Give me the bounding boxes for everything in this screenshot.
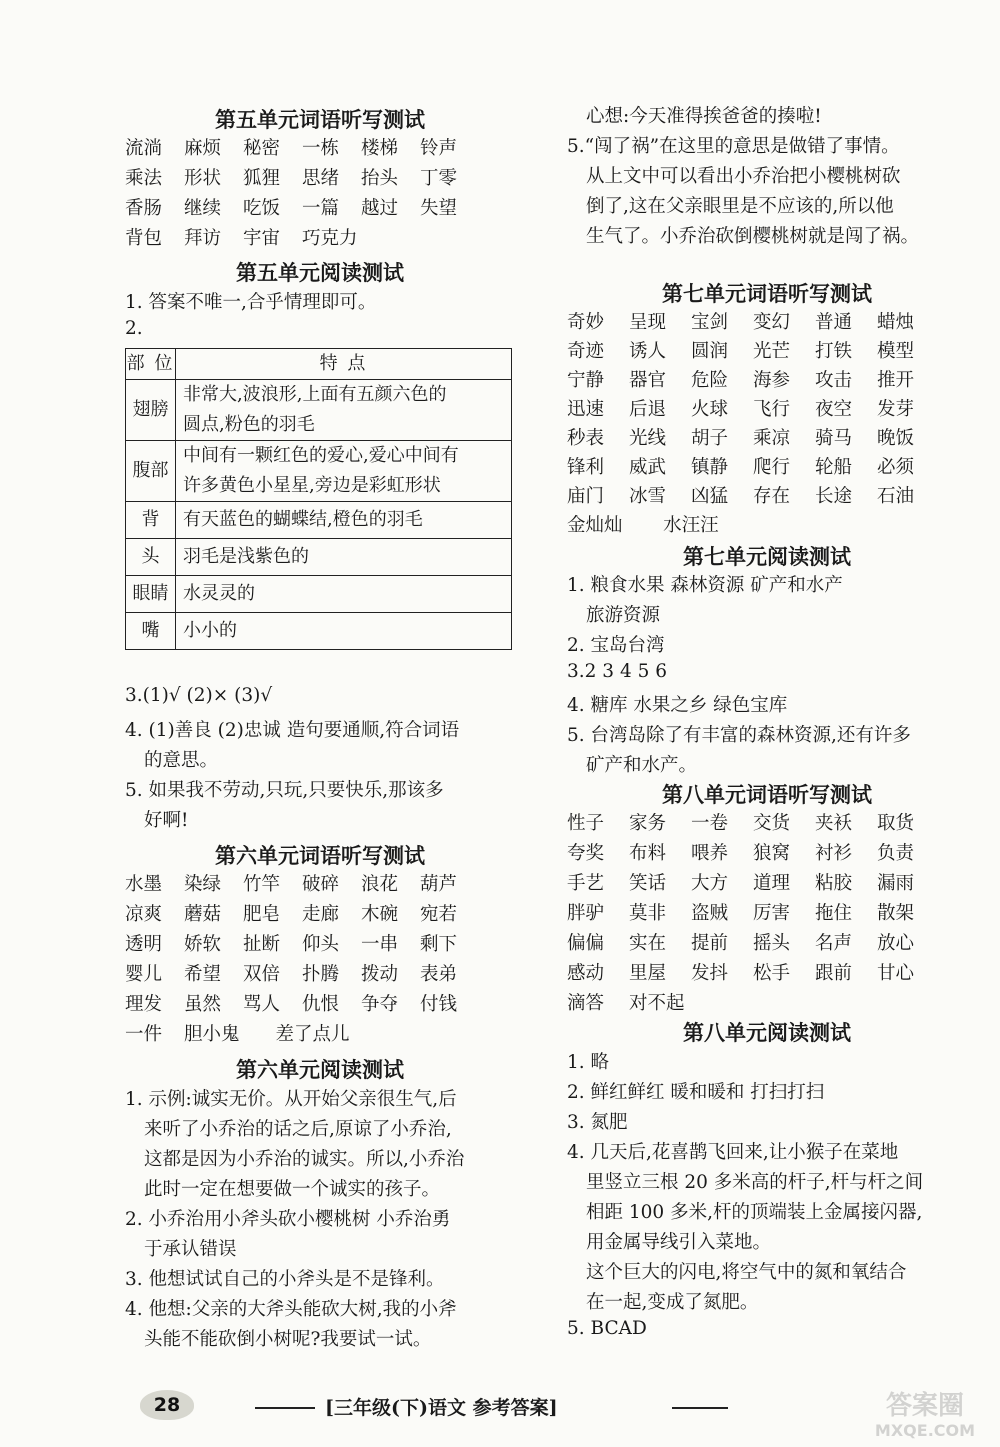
dictation-word: 思绪 — [302, 168, 340, 189]
dictation-word: 名声 — [815, 933, 853, 954]
dictation-word: 一卷 — [691, 813, 729, 834]
dictation-word: 交货 — [753, 813, 791, 834]
dictation-word: 锋利 — [567, 457, 605, 478]
dictation-word: 乘凉 — [753, 428, 791, 449]
dictation-word: 布料 — [629, 843, 667, 864]
unit5-answer-3: 3.(1)√ (2)× (3)√ — [125, 685, 273, 706]
dictation-word: 存在 — [753, 486, 791, 507]
dictation-word: 推开 — [877, 370, 915, 391]
dictation-word: 葫芦 — [420, 874, 458, 895]
answer-line: 5. BCAD — [567, 1318, 647, 1339]
answer-line: 来听了小乔治的话之后,原谅了小乔治, — [144, 1119, 452, 1140]
dictation-word: 粘胶 — [815, 873, 853, 894]
dictation-word: 胖驴 — [567, 903, 605, 924]
answer-line: 4. 他想:父亲的大斧头能砍大树,我的小斧 — [125, 1299, 457, 1320]
watermark-logo — [865, 1384, 985, 1442]
answer-line: 旅游资源 — [586, 605, 661, 626]
dictation-word: 一栋 — [302, 138, 340, 159]
dictation-word: 仰头 — [302, 934, 340, 955]
answer-line: 1. 粮食水果 森林资源 矿产和水产 — [567, 575, 843, 596]
dictation-word: 染绿 — [184, 874, 222, 895]
dictation-word: 松手 — [753, 963, 791, 984]
unit5-reading-title: 第五单元阅读测试 — [236, 260, 404, 285]
dictation-word: 拖住 — [815, 903, 853, 924]
dictation-word: 里屋 — [629, 963, 667, 984]
dictation-word: 竹竿 — [243, 874, 281, 895]
dictation-word: 威武 — [629, 457, 667, 478]
answer-line: 生气了。小乔治砍倒樱桃树就是闯了祸。 — [586, 226, 920, 247]
answer-line: 1. 略 — [567, 1052, 610, 1073]
dictation-word: 必须 — [877, 457, 915, 478]
dictation-word: 婴儿 — [125, 964, 163, 985]
answer-line: 5.“闯了祸”在这里的意思是做错了事情。 — [567, 136, 900, 157]
dictation-word: 失望 — [420, 198, 458, 219]
dictation-word: 盗贼 — [691, 903, 729, 924]
dictation-word: 夜空 — [815, 399, 853, 420]
answer-line: 用金属导线引入菜地。 — [586, 1232, 772, 1253]
answer-line: 倒了,这在父亲眼里是不应该的,所以他 — [586, 196, 894, 217]
dictation-word: 喂养 — [691, 843, 729, 864]
dictation-word: 仇恨 — [302, 994, 340, 1015]
dictation-word: 晚饭 — [877, 428, 915, 449]
dictation-word: 发芽 — [877, 399, 915, 420]
answer-line: 1. 示例:诚实无价。从开始父亲很生气,后 — [125, 1089, 457, 1110]
feature-line: 羽毛是浅紫色的 — [183, 546, 309, 567]
answer-line: 这个巨大的闪电,将空气中的氮和氧结合 — [586, 1262, 907, 1283]
dictation-word: 争夺 — [361, 994, 399, 1015]
dictation-word: 取货 — [877, 813, 915, 834]
dictation-word: 漏雨 — [877, 873, 915, 894]
dictation-word: 理发 — [125, 994, 163, 1015]
unit5-answer-5-line2: 好啊! — [144, 810, 189, 831]
footer-title: [三年级(下)语文 参考答案] — [325, 1397, 558, 1419]
watermark-bottom-text: MXQE.COM — [874, 1421, 976, 1440]
dictation-word: 楼梯 — [361, 138, 399, 159]
dictation-word: 付钱 — [420, 994, 458, 1015]
unit7-reading-title: 第七单元阅读测试 — [683, 544, 851, 569]
dictation-word: 金灿灿 — [567, 515, 623, 536]
dictation-word: 巧克力 — [302, 228, 358, 249]
dictation-word: 水墨 — [125, 874, 163, 895]
unit6-reading-title: 第六单元阅读测试 — [236, 1057, 404, 1082]
dictation-word: 破碎 — [302, 874, 340, 895]
dictation-word: 铃声 — [420, 138, 458, 159]
dictation-word: 骂人 — [243, 994, 281, 1015]
dictation-word: 水汪汪 — [663, 515, 719, 536]
table-row — [126, 441, 512, 502]
dictation-word: 胡子 — [691, 428, 729, 449]
dictation-word: 火球 — [691, 399, 729, 420]
table-cell-part: 背 — [126, 502, 176, 539]
table-cell-feature — [176, 576, 512, 613]
dictation-word: 胆小鬼 — [184, 1024, 240, 1045]
dictation-word: 普通 — [815, 312, 853, 333]
feature-line: 圆点,粉色的羽毛 — [183, 414, 315, 435]
table-row — [126, 380, 512, 441]
dictation-word: 对不起 — [629, 993, 685, 1014]
footer-rule-left — [255, 1407, 315, 1409]
dictation-word: 冰雪 — [629, 486, 667, 507]
answer-line: 相距 100 多米,杆的顶端装上金属接闪器, — [586, 1202, 923, 1223]
dictation-word: 莫非 — [629, 903, 667, 924]
dictation-word: 夸奖 — [567, 843, 605, 864]
table-cell-feature — [176, 441, 512, 502]
dictation-word: 虽然 — [184, 994, 222, 1015]
dictation-word: 越过 — [361, 198, 399, 219]
dictation-word: 继续 — [184, 198, 222, 219]
dictation-word: 肥皂 — [243, 904, 281, 925]
dictation-word: 扯断 — [243, 934, 281, 955]
answer-line: 4. 糖库 水果之乡 绿色宝库 — [567, 695, 788, 716]
answer-line: 5. 台湾岛除了有丰富的森林资源,还有许多 — [567, 725, 911, 746]
dictation-word: 滴答 — [567, 993, 605, 1014]
table-row — [126, 576, 512, 613]
answer-line: 在一起,变成了氮肥。 — [586, 1292, 759, 1313]
dictation-word: 呈现 — [629, 312, 667, 333]
dictation-word: 凉爽 — [125, 904, 163, 925]
dictation-word: 宛若 — [420, 904, 458, 925]
watermark-top-text: 答案圈 — [885, 1391, 965, 1421]
dictation-word: 吃饭 — [243, 198, 281, 219]
dictation-word: 奇迹 — [567, 341, 605, 362]
dictation-word: 狼窝 — [753, 843, 791, 864]
dictation-word: 剩下 — [420, 934, 458, 955]
answer-line: 头能不能砍倒小树呢?我要试一试。 — [144, 1329, 432, 1350]
feature-line: 非常大,波浪形,上面有五颜六色的 — [183, 384, 447, 405]
dictation-word: 迅速 — [567, 399, 605, 420]
answer-line: 于承认错误 — [144, 1239, 237, 1260]
dictation-word: 走廊 — [302, 904, 340, 925]
unit7-dictation-title: 第七单元词语听写测试 — [662, 281, 872, 306]
dictation-word: 拨动 — [361, 964, 399, 985]
dictation-word: 衬衫 — [815, 843, 853, 864]
dictation-word: 石油 — [877, 486, 915, 507]
dictation-word: 背包 — [125, 228, 163, 249]
dictation-word: 跟前 — [815, 963, 853, 984]
dictation-word: 后退 — [629, 399, 667, 420]
unit5-answer-2: 2. — [125, 318, 143, 339]
dictation-word: 摇头 — [753, 933, 791, 954]
answer-line: 矿产和水产。 — [586, 755, 698, 776]
dictation-word: 负责 — [877, 843, 915, 864]
dictation-word: 狐狸 — [243, 168, 281, 189]
table-cell-part: 嘴 — [126, 613, 176, 650]
dictation-word: 浪花 — [361, 874, 399, 895]
dictation-word: 一篇 — [302, 198, 340, 219]
dictation-word: 扑腾 — [302, 964, 340, 985]
feature-line: 水灵灵的 — [183, 583, 255, 604]
dictation-word: 诱人 — [629, 341, 667, 362]
dictation-word: 宝剑 — [691, 312, 729, 333]
dictation-word: 秒表 — [567, 428, 605, 449]
feature-line: 中间有一颗红色的爱心,爱心中间有 — [183, 445, 459, 466]
answer-line: 心想:今天准得挨爸爸的揍啦! — [586, 106, 822, 127]
answer-line: 此时一定在想要做一个诚实的孩子。 — [144, 1179, 441, 1200]
dictation-word: 性子 — [567, 813, 605, 834]
table-cell-feature — [176, 539, 512, 576]
dictation-word: 奇妙 — [567, 312, 605, 333]
dictation-word: 宇宙 — [243, 228, 281, 249]
answer-line: 2. 宝岛台湾 — [567, 635, 665, 656]
footer-rule-right — [672, 1407, 728, 1409]
answer-line: 2. 小乔治用小斧头砍小樱桃树 小乔治勇 — [125, 1209, 451, 1230]
table-header-row — [126, 349, 512, 380]
dictation-word: 镇静 — [691, 457, 729, 478]
feature-line: 许多黄色小星星,旁边是彩虹形状 — [183, 475, 441, 496]
dictation-word: 提前 — [691, 933, 729, 954]
dictation-word: 圆润 — [691, 341, 729, 362]
dictation-word: 轮船 — [815, 457, 853, 478]
dictation-word: 道理 — [753, 873, 791, 894]
table-header-part: 部 位 — [126, 349, 176, 380]
dictation-word: 甘心 — [877, 963, 915, 984]
dictation-word: 蘑菇 — [184, 904, 222, 925]
dictation-word: 打铁 — [815, 341, 853, 362]
unit5-answer-4-line1: 4. (1)善良 (2)忠诚 造句要通顺,符合词语 — [125, 720, 460, 741]
dictation-word: 手艺 — [567, 873, 605, 894]
table-cell-feature — [176, 380, 512, 441]
dictation-word: 庙门 — [567, 486, 605, 507]
dictation-word: 器官 — [629, 370, 667, 391]
table-row — [126, 539, 512, 576]
dictation-word: 蜡烛 — [877, 312, 915, 333]
dictation-word: 笑话 — [629, 873, 667, 894]
dictation-word: 海参 — [753, 370, 791, 391]
dictation-word: 表弟 — [420, 964, 458, 985]
page-number: 28 — [140, 1390, 194, 1420]
butterfly-feature-table — [125, 348, 512, 650]
unit8-dictation-title: 第八单元词语听写测试 — [662, 782, 872, 807]
dictation-word: 变幻 — [753, 312, 791, 333]
unit5-answer-5-line1: 5. 如果我不劳动,只玩,只要快乐,那该多 — [125, 780, 444, 801]
dictation-word: 木碗 — [361, 904, 399, 925]
feature-line: 有天蓝色的蝴蝶结,橙色的羽毛 — [183, 509, 423, 530]
unit6-dictation-title: 第六单元词语听写测试 — [215, 843, 425, 868]
answer-line: 从上文中可以看出小乔治把小樱桃树砍 — [586, 166, 901, 187]
table-row — [126, 502, 512, 539]
table-cell-feature — [176, 613, 512, 650]
dictation-word: 长途 — [815, 486, 853, 507]
dictation-word: 透明 — [125, 934, 163, 955]
table-cell-feature — [176, 502, 512, 539]
dictation-word: 秘密 — [243, 138, 281, 159]
dictation-word: 家务 — [629, 813, 667, 834]
dictation-word: 凶猛 — [691, 486, 729, 507]
dictation-word: 香肠 — [125, 198, 163, 219]
unit5-answer-1: 1. 答案不唯一,合乎情理即可。 — [125, 292, 377, 313]
answer-line: 3.2 3 4 5 6 — [567, 661, 668, 682]
dictation-word: 宁静 — [567, 370, 605, 391]
dictation-word: 厉害 — [753, 903, 791, 924]
table-header-feature: 特 点 — [176, 349, 512, 380]
table-cell-part: 翅膀 — [126, 380, 176, 441]
dictation-word: 模型 — [877, 341, 915, 362]
dictation-word: 希望 — [184, 964, 222, 985]
dictation-word: 形状 — [184, 168, 222, 189]
dictation-word: 偏偏 — [567, 933, 605, 954]
dictation-word: 一件 — [125, 1024, 163, 1045]
dictation-word: 光线 — [629, 428, 667, 449]
table-body — [126, 380, 512, 650]
dictation-word: 感动 — [567, 963, 605, 984]
dictation-word: 双倍 — [243, 964, 281, 985]
answer-line: 4. 几天后,花喜鹊飞回来,让小猴子在菜地 — [567, 1142, 899, 1163]
dictation-word: 飞行 — [753, 399, 791, 420]
answer-line: 3. 氮肥 — [567, 1112, 628, 1133]
dictation-word: 大方 — [691, 873, 729, 894]
dictation-word: 放心 — [877, 933, 915, 954]
dictation-word: 攻击 — [815, 370, 853, 391]
answer-line: 里竖立三根 20 多米高的杆子,杆与杆之间 — [586, 1172, 924, 1193]
dictation-word: 流淌 — [125, 138, 163, 159]
answer-line: 这都是因为小乔治的诚实。所以,小乔治 — [144, 1149, 465, 1170]
dictation-word: 抬头 — [361, 168, 399, 189]
dictation-word: 实在 — [629, 933, 667, 954]
dictation-word: 发抖 — [691, 963, 729, 984]
dictation-word: 乘法 — [125, 168, 163, 189]
unit8-reading-title: 第八单元阅读测试 — [683, 1020, 851, 1045]
dictation-word: 爬行 — [753, 457, 791, 478]
dictation-word: 夹袄 — [815, 813, 853, 834]
answer-line: 3. 他想试试自己的小斧头是不是锋利。 — [125, 1269, 445, 1290]
dictation-word: 丁零 — [420, 168, 458, 189]
table-cell-part: 头 — [126, 539, 176, 576]
dictation-word: 娇软 — [184, 934, 222, 955]
dictation-word: 差了点儿 — [275, 1024, 350, 1045]
dictation-word: 危险 — [691, 370, 729, 391]
table-row — [126, 613, 512, 650]
dictation-word: 一串 — [361, 934, 399, 955]
unit5-dictation-title: 第五单元词语听写测试 — [215, 107, 425, 132]
table-cell-part: 眼睛 — [126, 576, 176, 613]
feature-line: 小小的 — [183, 620, 237, 641]
dictation-word: 光芒 — [753, 341, 791, 362]
answer-line: 2. 鲜红鲜红 暖和暖和 打扫打扫 — [567, 1082, 825, 1103]
dictation-word: 拜访 — [184, 228, 222, 249]
dictation-word: 麻烦 — [184, 138, 222, 159]
dictation-word: 散架 — [877, 903, 915, 924]
dictation-word: 骑马 — [815, 428, 853, 449]
table-cell-part: 腹部 — [126, 441, 176, 502]
unit5-answer-4-line2: 的意思。 — [144, 750, 219, 771]
